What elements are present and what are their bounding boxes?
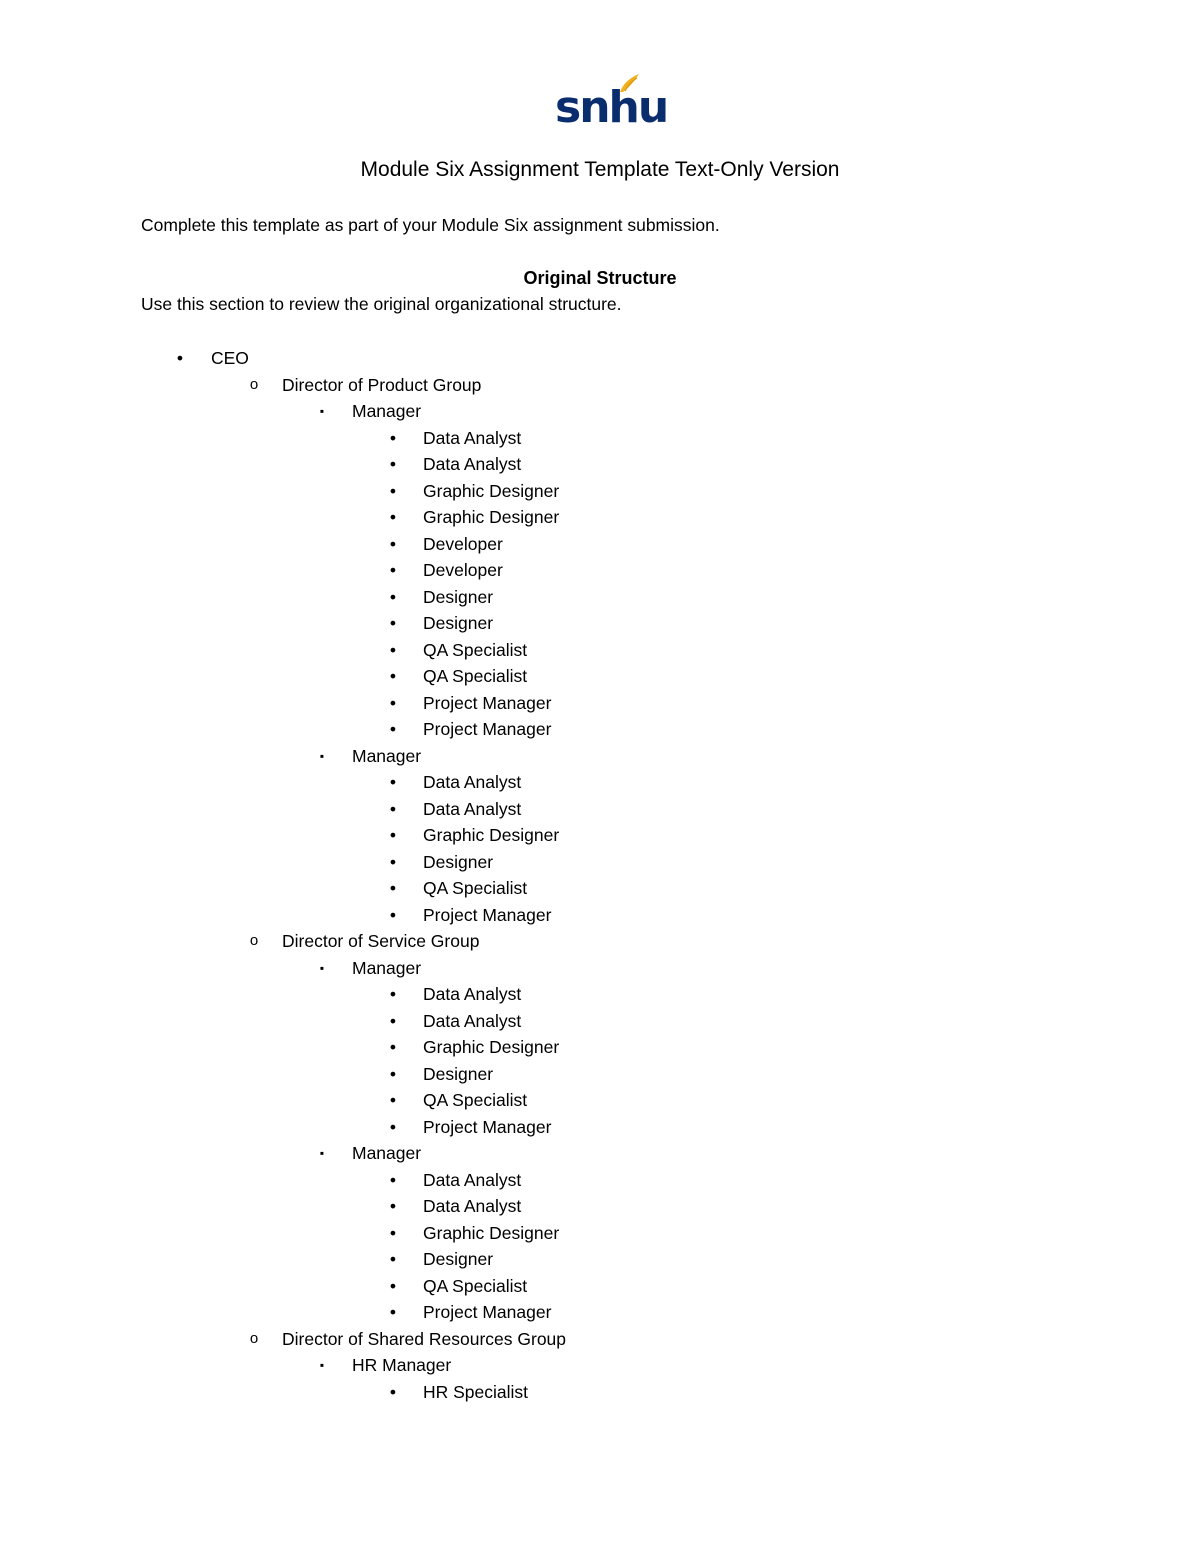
list-item <box>0 1273 1200 1300</box>
list-item-text: Data Analyst <box>423 984 522 1004</box>
bullet-disc-icon: • <box>389 480 397 501</box>
bullet-square-icon: ▪ <box>319 1358 325 1372</box>
list-item <box>0 398 1200 425</box>
bullet-disc-icon: • <box>389 1249 397 1269</box>
list-item-text: Data Analyst <box>423 1196 522 1216</box>
list-item-text: Data Analyst <box>423 427 522 448</box>
list-item <box>0 584 1200 611</box>
list-item <box>0 796 1200 823</box>
bullet-circle-icon: o <box>249 1329 259 1347</box>
bullet-disc-icon: • <box>389 984 397 1004</box>
list-item <box>0 663 1200 690</box>
document-title: Module Six Assignment Template Text-Only Version <box>360 158 840 181</box>
bullet-disc-icon: • <box>389 1010 397 1031</box>
list-item <box>0 345 1200 372</box>
list-item <box>0 1140 1200 1167</box>
list-item-text: Director of Product Group <box>282 374 482 395</box>
list-item-text: Developer <box>423 560 503 580</box>
bullet-disc-icon: • <box>389 878 397 898</box>
list-item <box>0 769 1200 796</box>
bullet-disc-icon: • <box>389 454 397 474</box>
list-item <box>0 478 1200 505</box>
list-item <box>0 1008 1200 1035</box>
list-item-text: Data Analyst <box>423 1010 522 1031</box>
bullet-circle-icon: o <box>249 375 259 393</box>
list-item <box>0 849 1200 876</box>
bullet-disc-icon: • <box>389 851 397 872</box>
list-item-text: Project Manager <box>423 1116 552 1137</box>
bullet-disc-icon: • <box>389 1116 397 1137</box>
bullet-disc-icon: • <box>389 692 397 713</box>
bullet-disc-icon: • <box>389 1275 397 1296</box>
list-item <box>0 955 1200 982</box>
list-item-text: Designer <box>423 1063 494 1084</box>
bullet-disc-icon: • <box>389 533 397 554</box>
list-item-text: Designer <box>423 613 494 633</box>
list-item-text: CEO <box>211 348 249 368</box>
list-item-text: QA Specialist <box>423 878 528 898</box>
list-item <box>0 1087 1200 1114</box>
list-item <box>0 531 1200 558</box>
list-item <box>0 1167 1200 1194</box>
list-item-text: Manager <box>352 401 422 421</box>
list-item-text: Director of Shared Resources Group <box>282 1328 567 1349</box>
list-item-text: QA Specialist <box>423 1275 528 1296</box>
list-item-text: Director of Service Group <box>282 931 480 951</box>
list-item <box>0 981 1200 1008</box>
bullet-disc-icon: • <box>389 427 397 448</box>
list-item-text: Project Manager <box>423 692 552 713</box>
list-item <box>0 557 1200 584</box>
list-item <box>0 902 1200 929</box>
list-item <box>0 637 1200 664</box>
list-item <box>0 875 1200 902</box>
list-item <box>0 1034 1200 1061</box>
list-item <box>0 1352 1200 1379</box>
list-item <box>0 1220 1200 1247</box>
list-item-text: Project Manager <box>423 904 552 925</box>
org-structure-list <box>0 345 1200 1405</box>
bullet-disc-icon: • <box>389 1037 397 1057</box>
bullet-disc-icon: • <box>389 1381 397 1402</box>
list-item <box>0 1246 1200 1273</box>
list-item <box>0 716 1200 743</box>
list-item-text: Designer <box>423 1249 494 1269</box>
list-item <box>0 1379 1200 1406</box>
list-item <box>0 743 1200 770</box>
list-item-text: HR Specialist <box>423 1381 529 1402</box>
list-item <box>0 504 1200 531</box>
list-item-text: Project Manager <box>423 719 552 739</box>
list-item-text: Graphic Designer <box>423 825 560 845</box>
bullet-disc-icon: • <box>389 1090 397 1110</box>
bullet-square-icon: ▪ <box>319 404 325 418</box>
bullet-disc-icon: • <box>389 639 397 660</box>
bullet-disc-icon: • <box>389 1169 397 1190</box>
bullet-disc-icon: • <box>389 1222 397 1243</box>
list-item <box>0 1061 1200 1088</box>
list-item-text: QA Specialist <box>423 639 528 660</box>
list-item-text: Graphic Designer <box>423 480 560 501</box>
list-item <box>0 372 1200 399</box>
list-item <box>0 1193 1200 1220</box>
list-item-text: Manager <box>352 1143 422 1163</box>
bullet-disc-icon: • <box>389 666 397 686</box>
list-item-text: Developer <box>423 533 503 554</box>
bullet-disc-icon: • <box>176 348 184 368</box>
list-item-text: Manager <box>352 957 422 978</box>
list-item-text: QA Specialist <box>423 1090 528 1110</box>
section-description: Use this section to review the original organizational structure. <box>141 294 622 314</box>
section-heading: Original Structure <box>523 268 677 288</box>
bullet-disc-icon: • <box>389 1196 397 1216</box>
bullet-disc-icon: • <box>389 904 397 925</box>
bullet-square-icon: ▪ <box>319 748 325 763</box>
list-item <box>0 425 1200 452</box>
list-item-text: QA Specialist <box>423 666 528 686</box>
intro-paragraph: Complete this template as part of your Module Six assignment submission. <box>141 215 720 235</box>
bullet-square-icon: ▪ <box>319 1146 325 1160</box>
list-item-text: Data Analyst <box>423 772 522 792</box>
bullet-disc-icon: • <box>389 1063 397 1084</box>
bullet-disc-icon: • <box>389 719 397 739</box>
bullet-disc-icon: • <box>389 586 397 607</box>
list-item-text: Data Analyst <box>423 798 522 819</box>
bullet-square-icon: ▪ <box>319 960 325 975</box>
list-item-text: Graphic Designer <box>423 507 560 527</box>
bullet-disc-icon: • <box>389 1302 397 1322</box>
list-item-text: HR Manager <box>352 1355 452 1375</box>
list-item-text: Graphic Designer <box>423 1037 560 1057</box>
bullet-circle-icon: o <box>249 932 259 949</box>
snhu-logo <box>555 72 668 134</box>
list-item <box>0 451 1200 478</box>
logo-text: snhu <box>555 82 668 133</box>
bullet-disc-icon: • <box>389 560 397 580</box>
list-item <box>0 690 1200 717</box>
list-item <box>0 610 1200 637</box>
bullet-disc-icon: • <box>389 613 397 633</box>
bullet-disc-icon: • <box>389 798 397 819</box>
list-item-text: Designer <box>423 851 494 872</box>
list-item <box>0 928 1200 955</box>
list-item-text: Designer <box>423 586 494 607</box>
list-item-text: Data Analyst <box>423 454 522 474</box>
bullet-disc-icon: • <box>389 772 397 792</box>
list-item <box>0 1114 1200 1141</box>
list-item-text: Data Analyst <box>423 1169 522 1190</box>
list-item-text: Project Manager <box>423 1302 552 1322</box>
bullet-disc-icon: • <box>389 507 397 527</box>
list-item-text: Graphic Designer <box>423 1222 560 1243</box>
list-item <box>0 1326 1200 1353</box>
bullet-disc-icon: • <box>389 825 397 845</box>
list-item-text: Manager <box>352 745 422 766</box>
list-item <box>0 1299 1200 1326</box>
list-item <box>0 822 1200 849</box>
